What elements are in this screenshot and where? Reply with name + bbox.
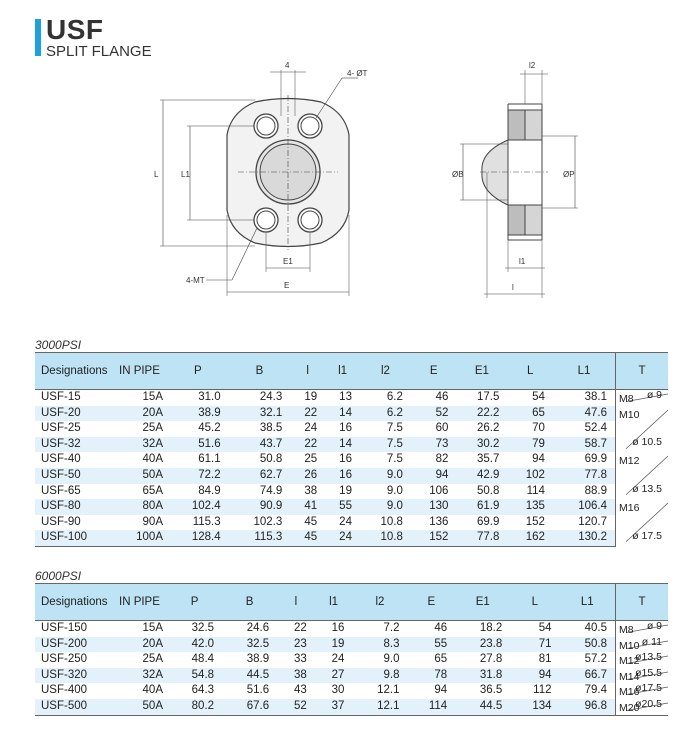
col-p: P: [167, 584, 222, 621]
value-cell: 114: [526, 484, 545, 497]
value-cell: 38.9: [167, 406, 229, 422]
col-b: B: [229, 353, 291, 390]
value-cell: 90A: [142, 515, 163, 528]
value-cell: 48.4: [191, 653, 215, 666]
col-l2: l2: [352, 584, 407, 621]
value-cell: 9.0: [360, 468, 411, 484]
bolt-label: M16: [619, 502, 640, 515]
value-cell: 162: [507, 530, 553, 546]
value-cell: 7.5: [360, 437, 411, 453]
value-cell: 72.2: [167, 468, 229, 484]
value-cell: 42.9: [456, 468, 507, 484]
value-cell: 52: [411, 406, 457, 422]
value-cell: 7.5: [386, 453, 403, 466]
value-cell: 9.0: [383, 653, 400, 666]
table-row: [35, 484, 668, 500]
value-cell: 61.1: [198, 453, 221, 466]
page-title: USF: [46, 14, 104, 45]
value-cell: 152: [525, 515, 545, 528]
value-cell: 62.7: [229, 468, 291, 484]
table-row: [35, 468, 668, 484]
value-cell: 7.5: [386, 422, 403, 435]
value-cell: 88.9: [584, 484, 607, 497]
col-designations: Designations: [35, 353, 119, 390]
value-cell: 27.8: [479, 653, 503, 666]
dim-P-label: ØP: [563, 170, 575, 179]
value-cell: 50.8: [259, 453, 283, 466]
value-cell: 46: [435, 391, 449, 403]
value-cell: 54: [538, 622, 552, 634]
table-row: [35, 452, 668, 468]
value-cell: 58.7: [553, 437, 616, 453]
value-cell: 7.2: [383, 622, 400, 634]
dim-L-label: L: [154, 170, 159, 179]
value-cell: 14: [325, 406, 360, 422]
value-cell: 20A: [119, 406, 167, 422]
table-header-row: [35, 584, 668, 621]
value-cell: 32.1: [229, 406, 291, 422]
bolt-label: M10: [619, 639, 640, 652]
table-row: [35, 421, 668, 437]
value-cell: 44.5: [222, 668, 277, 684]
col-l: l: [290, 353, 325, 390]
value-cell: 33: [293, 653, 307, 666]
value-cell: 45: [304, 515, 318, 528]
value-cell: 22: [293, 622, 307, 634]
value-cell: 16: [331, 622, 345, 634]
col-designations: Designations: [35, 584, 119, 621]
designation-cell: USF-32: [35, 437, 119, 453]
bolt-label: M20: [619, 701, 640, 714]
value-cell: 90.9: [229, 499, 291, 515]
value-cell: 55: [407, 637, 455, 653]
value-cell: 38.9: [246, 653, 270, 666]
value-cell: 12.1: [377, 684, 400, 697]
value-cell: 52: [277, 699, 315, 715]
value-cell: 24.3: [259, 391, 283, 403]
bolt-label: M12: [619, 655, 640, 668]
table-row: [35, 668, 668, 684]
bolt-label: M16: [619, 686, 640, 699]
value-cell: 50.8: [476, 484, 500, 497]
value-cell: 54.8: [167, 668, 222, 684]
value-cell: 70: [532, 422, 545, 435]
col-in-pipe: IN PIPE: [119, 353, 167, 390]
value-cell: 50.8: [560, 637, 616, 653]
page-subtitle: SPLIT FLANGE: [46, 43, 152, 60]
col-b: B: [222, 584, 277, 621]
value-cell: 115.3: [192, 515, 221, 528]
value-cell: 94: [510, 668, 559, 684]
value-cell: 71: [510, 637, 559, 653]
value-cell: 38: [277, 668, 315, 684]
hole-diameter-label: ø 11: [641, 635, 662, 648]
hole-diameter-label: ø 10.5: [632, 435, 662, 448]
value-cell: 30.2: [456, 437, 507, 453]
dim-E-label: E: [284, 281, 290, 290]
value-cell: 36.5: [479, 684, 503, 697]
table-row: [35, 652, 668, 668]
value-cell: 80.2: [167, 699, 222, 715]
table-6000psi: [35, 583, 668, 716]
value-cell: 106.4: [553, 499, 616, 515]
value-cell: 77.8: [553, 468, 616, 484]
value-cell: 24: [331, 653, 345, 666]
value-cell: 65: [434, 653, 448, 666]
value-cell: 73: [411, 437, 457, 453]
table-row: [35, 637, 668, 653]
value-cell: 10.8: [360, 530, 411, 546]
designation-cell: USF-90: [41, 515, 81, 528]
bolt-size-cell: [616, 452, 669, 499]
value-cell: 46: [434, 622, 448, 634]
value-cell: 81: [538, 653, 552, 666]
value-cell: 6.2: [386, 391, 403, 403]
value-cell: 100A: [119, 530, 167, 546]
value-cell: 38.1: [584, 391, 607, 403]
value-cell: 38.5: [259, 422, 283, 435]
value-cell: 13: [339, 391, 352, 403]
value-cell: 15A: [142, 391, 163, 403]
value-cell: 25: [304, 453, 318, 466]
col-L1: L1: [560, 584, 616, 621]
col-L1: L1: [553, 353, 616, 390]
value-cell: 24: [325, 530, 360, 546]
value-cell: 102: [507, 468, 553, 484]
value-cell: 19: [315, 637, 353, 653]
value-cell: 19: [339, 484, 352, 497]
col-l2: l2: [360, 353, 411, 390]
col-l1: l1: [315, 584, 353, 621]
value-cell: 152: [411, 530, 457, 546]
section-6000psi-label: 6000PSI: [35, 569, 82, 583]
value-cell: 24.6: [246, 622, 270, 634]
bolt-label: M12: [619, 455, 640, 468]
dim-l1-label: l1: [519, 257, 526, 266]
table-row: [35, 437, 668, 453]
dim-l-label: l: [512, 283, 514, 292]
table-header-row: [35, 353, 668, 390]
table-row: [35, 390, 668, 406]
value-cell: 45: [290, 530, 325, 546]
value-cell: 45.2: [198, 422, 221, 435]
value-cell: 6.2: [360, 406, 411, 422]
designation-cell: USF-100: [35, 530, 119, 546]
value-cell: 74.9: [259, 484, 283, 497]
hole-diameter-label: ø 17.5: [632, 529, 662, 542]
value-cell: 52.4: [584, 422, 607, 435]
table-row: [35, 515, 668, 531]
value-cell: 16: [339, 422, 352, 435]
bolt-label: M10: [619, 408, 640, 421]
value-cell: 82: [435, 453, 449, 466]
col-l1: l1: [325, 353, 360, 390]
value-cell: 26.2: [476, 422, 500, 435]
designation-cell: USF-80: [35, 499, 119, 515]
dim-l2-label: l2: [529, 61, 536, 70]
value-cell: 57.2: [584, 653, 607, 666]
value-cell: 78: [407, 668, 455, 684]
technical-drawing: [0, 0, 700, 330]
hole-diameter-label: ø20.5: [635, 697, 662, 710]
value-cell: 130: [411, 499, 457, 515]
value-cell: 20A: [119, 637, 167, 653]
value-cell: 25A: [142, 653, 163, 666]
hole-diameter-label: ø13.5: [635, 651, 662, 664]
hole-diameter-label: ø 9: [646, 620, 662, 632]
value-cell: 67.6: [222, 699, 277, 715]
value-cell: 40A: [142, 684, 163, 697]
col-e: E: [407, 584, 455, 621]
value-cell: 128.4: [167, 530, 229, 546]
section-3000psi-label: 3000PSI: [35, 338, 82, 352]
value-cell: 23: [277, 637, 315, 653]
value-cell: 94: [532, 453, 545, 466]
value-cell: 18.2: [479, 622, 503, 634]
value-cell: 16: [339, 453, 352, 466]
designation-cell: USF-65: [41, 484, 81, 497]
value-cell: 9.8: [352, 668, 407, 684]
value-cell: 115.3: [229, 530, 291, 546]
col-t: T: [616, 584, 669, 621]
value-cell: 32A: [119, 668, 167, 684]
value-cell: 106: [429, 484, 449, 497]
value-cell: 54: [532, 391, 545, 403]
value-cell: 19: [304, 391, 318, 403]
designation-cell: USF-40: [41, 453, 81, 466]
value-cell: 42.0: [167, 637, 222, 653]
value-cell: 50A: [119, 699, 167, 715]
dim-4-label: 4: [285, 61, 290, 70]
table-row: [35, 499, 668, 515]
value-cell: 112: [533, 684, 552, 697]
designation-cell: USF-25: [41, 422, 81, 435]
value-cell: 10.8: [380, 515, 403, 528]
col-in-pipe: IN PIPE: [119, 584, 167, 621]
designation-cell: USF-500: [35, 699, 119, 715]
table-row: [35, 699, 668, 715]
value-cell: 9.0: [386, 484, 403, 497]
dim-E1-label: E1: [283, 257, 293, 266]
value-cell: 24: [339, 515, 352, 528]
value-cell: 26: [290, 468, 325, 484]
value-cell: 50A: [119, 468, 167, 484]
hole-label: 4- ØT: [347, 69, 368, 78]
designation-cell: USF-320: [35, 668, 119, 684]
value-cell: 32.5: [191, 622, 215, 634]
value-cell: 40A: [142, 453, 163, 466]
value-cell: 44.5: [455, 699, 510, 715]
value-cell: 69.9: [584, 453, 607, 466]
value-cell: 66.7: [560, 668, 616, 684]
bolt-size-cell: [616, 499, 669, 546]
value-cell: 64.3: [191, 684, 215, 697]
designation-cell: USF-15: [41, 391, 81, 403]
value-cell: 35.7: [476, 453, 500, 466]
bolt-label: M8: [619, 624, 634, 636]
value-cell: 136: [429, 515, 449, 528]
hole-diameter-label: ø15.5: [635, 666, 662, 679]
value-cell: 102.3: [253, 515, 283, 528]
table-3000psi: [35, 352, 668, 547]
value-cell: 77.8: [456, 530, 507, 546]
value-cell: 31.8: [455, 668, 510, 684]
designation-cell: USF-400: [41, 684, 88, 697]
col-l: l: [277, 584, 315, 621]
value-cell: 102.4: [167, 499, 229, 515]
value-cell: 25A: [142, 422, 163, 435]
value-cell: 114: [407, 699, 455, 715]
bolt-label: M8: [619, 393, 634, 405]
value-cell: 12.1: [352, 699, 407, 715]
value-cell: 47.6: [553, 406, 616, 422]
value-cell: 16: [325, 468, 360, 484]
col-e1: E1: [455, 584, 510, 621]
value-cell: 30: [331, 684, 345, 697]
value-cell: 134: [510, 699, 559, 715]
designation-cell: USF-50: [35, 468, 119, 484]
bolt-size-cell: [616, 406, 669, 453]
value-cell: 69.9: [476, 515, 500, 528]
bolt-size-cell: [616, 390, 669, 406]
value-cell: 40.5: [584, 622, 607, 634]
col-e1: E1: [456, 353, 507, 390]
value-cell: 22: [290, 437, 325, 453]
value-cell: 23.8: [455, 637, 510, 653]
bolt-label: M14: [619, 670, 640, 683]
hole-diameter-label: ø 13.5: [632, 482, 662, 495]
value-cell: 80A: [119, 499, 167, 515]
table-row: [35, 683, 668, 699]
hole-diameter-label: ø 9: [646, 389, 662, 401]
value-cell: 96.8: [560, 699, 616, 715]
value-cell: 32A: [119, 437, 167, 453]
col-L: L: [510, 584, 559, 621]
bolt-size-cell: [616, 699, 669, 715]
dim-L1-label: L1: [181, 170, 190, 179]
value-cell: 84.9: [198, 484, 221, 497]
value-cell: 38: [304, 484, 318, 497]
value-cell: 94: [434, 684, 448, 697]
value-cell: 51.6: [167, 437, 229, 453]
thread-label: 4-MT: [186, 276, 205, 285]
designation-cell: USF-200: [35, 637, 119, 653]
col-p: P: [167, 353, 229, 390]
value-cell: 9.0: [360, 499, 411, 515]
value-cell: 65A: [142, 484, 163, 497]
dim-B-label: ØB: [452, 170, 464, 179]
value-cell: 17.5: [476, 391, 500, 403]
value-cell: 94: [411, 468, 457, 484]
designation-cell: USF-20: [35, 406, 119, 422]
value-cell: 120.7: [578, 515, 607, 528]
value-cell: 60: [435, 422, 449, 435]
front-view: [160, 70, 358, 296]
value-cell: 37: [315, 699, 353, 715]
value-cell: 41: [290, 499, 325, 515]
value-cell: 51.6: [246, 684, 270, 697]
value-cell: 79: [507, 437, 553, 453]
value-cell: 22.2: [456, 406, 507, 422]
value-cell: 43: [293, 684, 307, 697]
value-cell: 65: [507, 406, 553, 422]
hole-diameter-label: ø17.5: [635, 682, 662, 695]
value-cell: 15A: [142, 622, 163, 634]
designation-cell: USF-250: [41, 653, 88, 666]
table-row: [35, 621, 668, 637]
value-cell: 43.7: [229, 437, 291, 453]
col-L: L: [507, 353, 553, 390]
value-cell: 61.9: [456, 499, 507, 515]
value-cell: 135: [507, 499, 553, 515]
designation-cell: USF-150: [41, 622, 88, 634]
value-cell: 130.2: [553, 530, 616, 546]
value-cell: 55: [325, 499, 360, 515]
value-cell: 79.4: [584, 684, 607, 697]
value-cell: 8.3: [352, 637, 407, 653]
value-cell: 32.5: [222, 637, 277, 653]
col-e: E: [411, 353, 457, 390]
table-row: [35, 406, 668, 422]
value-cell: 24: [304, 422, 318, 435]
col-t: T: [616, 353, 669, 390]
value-cell: 22: [290, 406, 325, 422]
value-cell: 31.0: [198, 391, 221, 403]
table-row: [35, 530, 668, 546]
value-cell: 27: [315, 668, 353, 684]
value-cell: 14: [325, 437, 360, 453]
